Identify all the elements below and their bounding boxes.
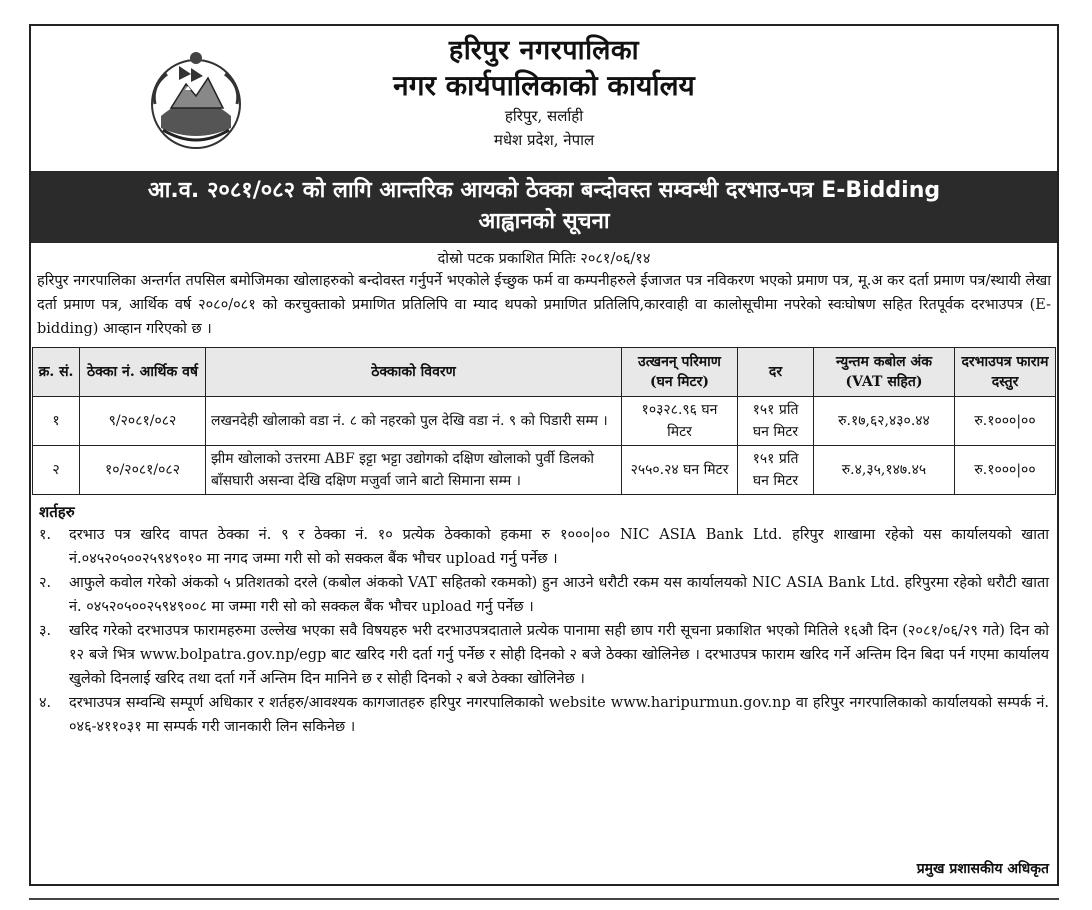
notice-title-line-1: आ.व. २०८१/०८२ को लागि आन्तरिक आयको ठेक्का बन्दोवस्त सम्वन्धी दरभाउ-पत्र E-Bidding [147, 178, 941, 203]
cell-sn: २ [33, 446, 80, 495]
signatory-title: प्रमुख प्रशासकीय अधिकृत [916, 861, 1049, 877]
notice-title-line-2: आह्वानको सूचना [478, 209, 610, 234]
office-name: नगर कार्यपालिकाको कार्यालय [393, 69, 695, 102]
term-item [31, 691, 1057, 739]
cell-quantity: २५५०.२४ घन मिटर [622, 446, 738, 495]
cell-form-fee: रु.१०००|०० [955, 397, 1056, 446]
term-text: दरभाउ पत्र खरिद वापत ठेक्का नं. ९ र ठेक्का नं. १० प्रत्येक ठेक्काको हकमा रु १०००|०० NIC ASIA Bank Ltd. हरिपुर शाखामा रहेको यस कार्यालयको खाता नं.०४५२०५००२५९४९०१० मा नगद जम्मा गरी सो को सक्कल बैंक भौचर upload गर्नु पर्नेछ । [69, 527, 1049, 567]
header-quantity: उत्खनन् परिमाण (घन मिटर) [622, 348, 738, 397]
cell-contract: १०/२०८१/०८२ [80, 446, 206, 495]
cell-form-fee: रु.१०००|०० [955, 446, 1056, 495]
publication-date: दोस्रो पटक प्रकाशित मितिः २०८१/०६/१४ [437, 251, 651, 267]
cell-sn: १ [33, 397, 80, 446]
tender-table [32, 347, 1056, 495]
municipality-name: हरिपुर नगरपालिका [448, 35, 640, 66]
header-contract: ठेक्का नं. आर्थिक वर्ष [80, 348, 206, 397]
table-row [33, 446, 1056, 495]
cell-rate: १५१ प्रति घन मिटर [738, 397, 814, 446]
cell-rate: १५१ प्रति घन मिटर [738, 446, 814, 495]
cell-min-bid: रु.४,३५,१४७.४५ [814, 446, 955, 495]
table-row [33, 397, 1056, 446]
notice-title-banner [31, 171, 1057, 243]
term-number: ३. [39, 623, 52, 639]
cell-description: झीम खोलाको उत्तरमा ABF इट्टा भट्टा उद्योगको दक्षिण खोलाको पुर्वी डिलको बाँसघारी असन्वा देखि दक्षिण मजुर्वा जाने बाटो सिमाना सम्म । [206, 446, 622, 495]
cell-quantity: १०३२८.९६ घन मिटर [622, 397, 738, 446]
header-sn: क्र. सं. [33, 348, 80, 397]
term-number: २. [39, 575, 52, 591]
table-header-row [33, 348, 1056, 397]
cell-description: लखनदेही खोलाको वडा नं. ८ को नहरको पुल देखि वडा नं. ९ को पिडारी सम्म । [206, 397, 622, 446]
notice-header [31, 26, 1057, 171]
term-text: दरभाउपत्र सम्वन्धि सम्पूर्ण अधिकार र शर्तहरु/आवश्यक कागजातहरु हरिपुर नगरपालिकाको website www.haripurmun.gov.np वा हरिपुर नगरपालिकाको कार्यालयको सम्पर्क नं. ०४६-४११०३१ मा सम्पर्क गरी जानकारी लिन सकिनेछ । [69, 695, 1049, 735]
term-text: आफुले कवोल गरेको अंकको ५ प्रतिशतको दरले (कबोल अंकको VAT सहितको रकमको) हुन आउने धरौटी रकम यस कार्यालयको NIC ASIA Bank Ltd. हरिपुरमा रहेको धरौटी खाता नं. ०४५२०५००२५९४९००८ मा जम्मा गरी सो को सक्कल बैंक भौचर upload गर्नु पर्नेछ । [69, 575, 1049, 615]
office-title-block [31, 34, 1057, 152]
header-rate: दर [738, 348, 814, 397]
term-text: खरिद गरेको दरभाउपत्र फारामहरुमा उल्लेख भएका सवै विषयहरु भरी दरभाउपत्रदाताले प्रत्येक पानामा सही छाप गरी सूचना प्रकाशित भएको मितिले १६औ दिन (२०८१/०६/२९ गते) दिन को १२ बजे भित्र www.bolpatra.gov.np/egp बाट खरिद गरी दर्ता गर्नु पर्नेछ र सोही दिनको २ बजे ठेक्का खोलिनेछ । दरभाउपत्र फाराम खरिद गर्ने अन्तिम दिन बिदा पर्न गएमा कार्यालय खुलेको दिनलाई खरिद तथा दर्ता गर्ने अन्तिम दिन मानिने छ र सोही दिनको २ बजे ठेक्का खोलिनेछ । [69, 623, 1049, 687]
header-min-bid: न्युन्तम कबोल अंक (VAT सहित) [814, 348, 955, 397]
cell-contract: ९/२०८१/०८२ [80, 397, 206, 446]
term-number: १. [39, 527, 52, 543]
term-item [31, 619, 1057, 691]
header-form-fee: दरभाउपत्र फाराम दस्तुर [955, 348, 1056, 397]
terms-heading: शर्तहरु [39, 503, 75, 521]
term-item [31, 571, 1057, 619]
cell-min-bid: रु.१७,६२,४३०.४४ [814, 397, 955, 446]
intro-paragraph: हरिपुर नगरपालिका अन्तर्गत तपसिल बमोजिमका खोलाहरुको बन्दोवस्त गर्नुपर्ने भएकोले ईच्छुक फर्म वा कम्पनीहरुले ईजाजत पत्र नविकरण भएको प्रमाण पत्र, मू.अ कर दर्ता प्रमाण पत्र/स्थायी लेखा दर्ता प्रमाण पत्र, आर्थिक वर्ष २०८०/०८१ को करचुक्ताको प्रमाणित प्रतिलिपि वा म्याद थपको प्रमाणित प्रतिलिपि,कारवाही वा कालोसूचीमा नपरेको स्वःघोषण सहित रितपूर्वक दरभाउपत्र (E-bidding) आव्हान गरिएको छ । [37, 273, 1051, 337]
notice-page [29, 24, 1059, 886]
address-line-2: मधेश प्रदेश, नेपाल [493, 131, 595, 149]
bottom-rule [29, 898, 1059, 900]
address-line-1: हरिपुर, सर्लाही [504, 107, 584, 125]
term-number: ४. [39, 695, 52, 711]
term-item [31, 523, 1057, 571]
header-description: ठेक्काको विवरण [206, 348, 622, 397]
